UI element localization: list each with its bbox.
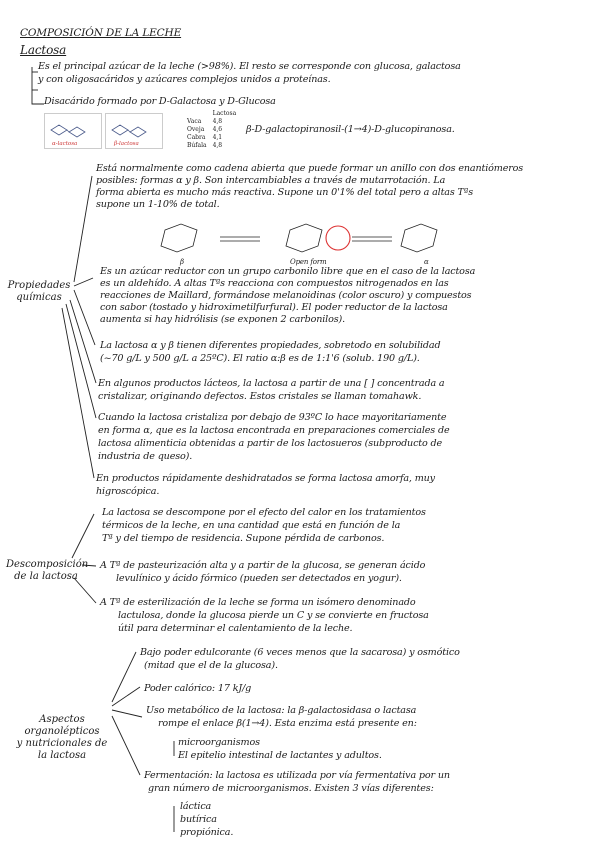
asp-text-line: butírica <box>180 814 217 825</box>
desc-text-line: La lactosa se descompone por el efecto del calor en los tratamientos <box>102 507 426 518</box>
asp-text-line: Uso metabólico de la lactosa: la β-galactosidasa o lactasa <box>146 705 417 716</box>
chem-name: β-D-galactopiranosil-(1→4)-D-glucopiranosa. <box>246 124 455 135</box>
intro-line-1: Es el principal azúcar de la leche (>98%). El resto se corresponde con glucosa, galactosa <box>38 61 461 72</box>
table-row: Vaca 4,8 <box>187 118 223 125</box>
asp-text-line: Fermentación: la lactosa es utilizada por vía fermentativa por un <box>144 770 450 781</box>
asp-text-line: propiónica. <box>180 827 234 838</box>
table-row: Cabra 4,1 <box>187 134 223 141</box>
side-label-propiedades: Propiedades químicas <box>7 280 71 303</box>
prop-text-line: Es un azúcar reductor con un grupo carbonilo libre que en el caso de la lactosa <box>100 266 476 277</box>
desc-text-line: térmicos de la leche, en una cantidad que está en función de la <box>102 520 401 531</box>
table-header: Lactosa <box>212 110 237 117</box>
prop-text-line: posibles: formas α y β. Son intercambiables a través de mutarrotación. La <box>96 175 446 186</box>
side-label-aspectos: Aspectos organolépticos y nutricionales de la lactosa <box>16 714 108 761</box>
intro-line-3: Disacárido formado por D-Galactosa y D-Glucosa <box>44 96 276 107</box>
prop-text-line: cristalizar, originando defectos. Estos cristales se llaman tomahawk. <box>98 391 422 402</box>
prop-text-line: forma abierta es mucho más reactiva. Supone un 0'1% del total pero a altas Tªs <box>96 187 473 198</box>
prop-text-line: supone un 1-10% de total. <box>96 199 220 210</box>
prop-text-line: Está normalmente como cadena abierta que puede formar un anillo con dos enantiómeros <box>96 163 524 174</box>
struct-label-alpha: α <box>424 258 429 266</box>
prop-text-line: con sabor (tostado y hidroximetilfurfural). El poder reductor de la lactosa <box>100 302 448 313</box>
prop-text-line: es un aldehído. A altas Tªs reacciona con compuestos nitrogenados en las <box>100 278 449 289</box>
alpha-lactose-label: α-lactosa <box>52 141 78 147</box>
asp-text-line: Poder calórico: 17 kJ/g <box>144 683 252 694</box>
prop-text-line: En algunos productos lácteos, la lactosa a partir de una [ ] concentrada a <box>98 378 445 389</box>
asp-text-line: rompe el enlace β(1→4). Esta enzima está presente en: <box>158 718 417 729</box>
desc-text-line: Tª y del tiempo de residencia. Supone pérdida de carbonos. <box>102 533 385 544</box>
table-row: Oveja 4,6 <box>187 126 223 133</box>
prop-text-line: lactosa alimenticia obtenidas a partir de los lactosueros (subproducto de <box>98 438 443 449</box>
asp-text-line: láctica <box>180 801 212 812</box>
prop-text-line: en forma α, que es la lactosa encontrada en preparaciones comerciales de <box>98 425 450 436</box>
prop-text-line: Cuando la lactosa cristaliza por debajo de 93ºC lo hace mayoritariamente <box>98 412 447 423</box>
asp-text-line: Bajo poder edulcorante (6 veces menos que la sacarosa) y osmótico <box>140 647 460 658</box>
desc-text-line: útil para determinar el calentamiento de la leche. <box>118 623 353 634</box>
asp-text-line: gran número de microorganismos. Existen 3 vías diferentes: <box>148 783 434 794</box>
intro-line-2: y con oligosacáridos y azúcares complejos unidos a proteínas. <box>38 74 331 85</box>
table-row: Búfala 4,8 <box>187 142 223 149</box>
asp-text-line: microorganismos <box>178 737 260 748</box>
desc-text-line: A Tª de esterilización de la leche se forma un isómero denominado <box>100 597 416 608</box>
prop-text-line: reacciones de Maillard, formándose melanoidinas (color oscuro) y compuestos <box>100 290 472 301</box>
side-label-descomposicion: Descomposición de la lactosa <box>6 559 89 582</box>
section-title: Lactosa <box>20 43 67 57</box>
prop-text-line: (~70 g/L y 500 g/L a 25ºC). El ratio α:β es de 1:1'6 (solub. 190 g/L). <box>100 353 420 364</box>
asp-text-line: (mitad que el de la glucosa). <box>144 660 278 671</box>
struct-label-open: Open form <box>290 258 327 266</box>
asp-text-line: El epitelio intestinal de lactantes y adultos. <box>178 750 382 761</box>
prop-text-line: En productos rápidamente deshidratados se forma lactosa amorfa, muy <box>96 473 435 484</box>
struct-label-beta: β <box>180 258 184 266</box>
page-title: COMPOSICIÓN DE LA LECHE <box>20 27 182 39</box>
prop-text-line: aumenta si hay hidrólisis (se exponen 2 carbonilos). <box>100 314 345 325</box>
prop-text-line: higroscópica. <box>96 486 160 497</box>
prop-text-line: La lactosa α y β tienen diferentes propiedades, sobretodo en solubilidad <box>100 340 441 351</box>
lactose-content-table <box>184 110 239 150</box>
desc-text-line: levulínico y ácido fórmico (pueden ser detectados en yogur). <box>116 573 402 584</box>
beta-lactose-label: β-lactosa <box>114 141 139 147</box>
desc-text-line: lactulosa, donde la glucosa pierde un C y se convierte en fructosa <box>118 610 429 621</box>
prop-text-line: industria de queso). <box>98 451 193 462</box>
desc-text-line: A Tª de pasteurización alta y a partir de la glucosa, se generan ácido <box>100 560 426 571</box>
